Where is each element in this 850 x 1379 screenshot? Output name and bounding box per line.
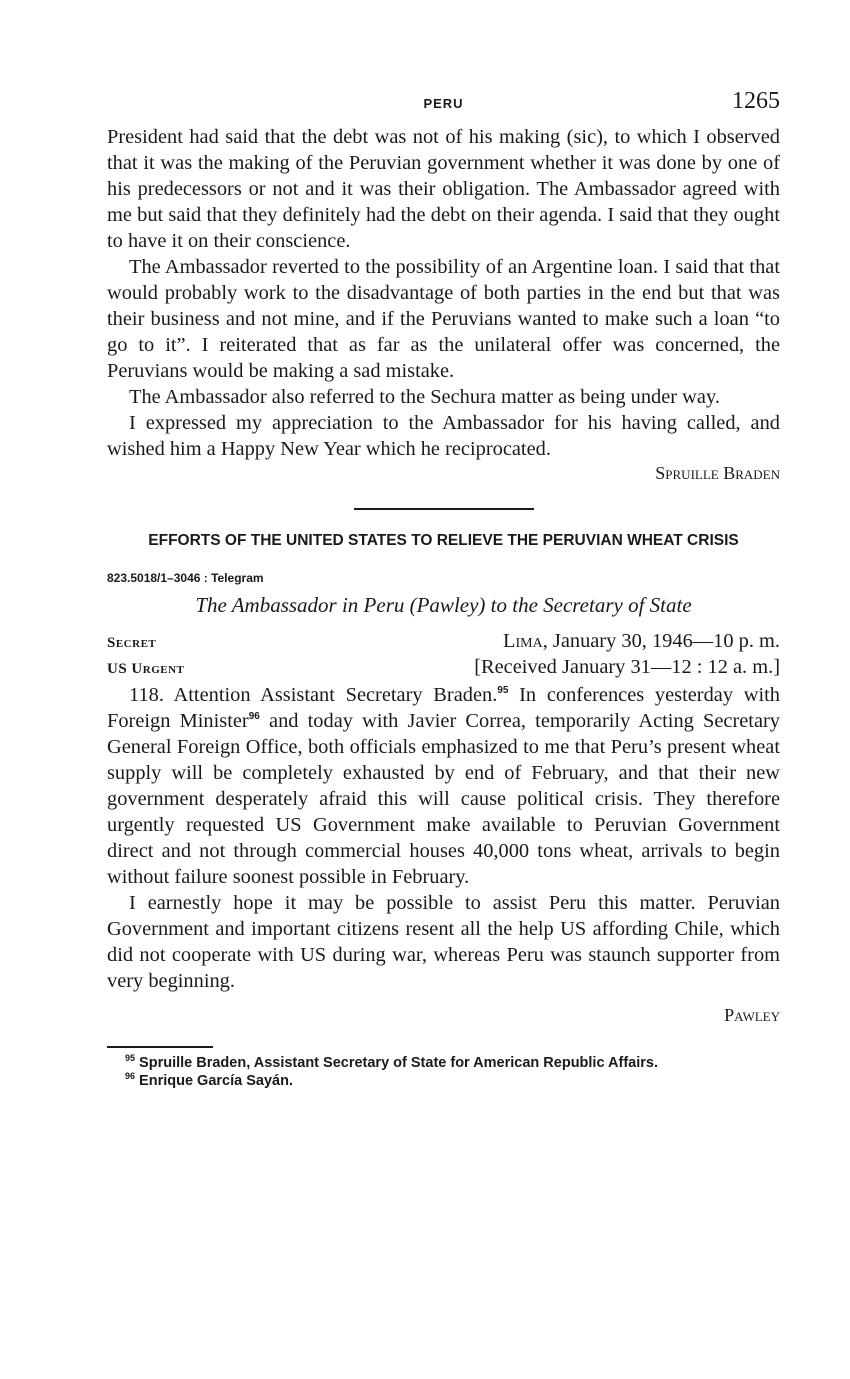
telegram-text bbox=[107, 682, 780, 1026]
paragraph: I expressed my appreciation to the Ambassador for his having called, and wished him a Happy New Year which he reciprocated. bbox=[107, 412, 780, 460]
footnote bbox=[125, 1054, 780, 1072]
paragraph-start: 118. Attention Assistant Secretary Braden. bbox=[129, 684, 498, 706]
footnote-text: Enrique García Sayán. bbox=[135, 1073, 293, 1089]
continuation-text bbox=[107, 124, 780, 484]
classification-urgent: US Urgent bbox=[107, 661, 185, 677]
footnote-ref: 95 bbox=[497, 685, 509, 697]
document-page bbox=[107, 88, 780, 1090]
footnote-divider bbox=[107, 1046, 213, 1048]
paragraph: The Ambassador also referred to the Sechura matter as being under way. bbox=[129, 386, 720, 408]
telegram-header-row bbox=[107, 630, 780, 656]
footnote bbox=[125, 1072, 780, 1090]
date-received: [Received January 31—12 : 12 a. m.] bbox=[474, 656, 780, 678]
classification-secret: Secret bbox=[107, 635, 157, 651]
footnotes bbox=[107, 1054, 780, 1090]
place-date bbox=[503, 630, 780, 653]
footnote-text: Spruille Braden, Assistant Secretary of State for American Republic Affairs. bbox=[135, 1055, 658, 1071]
footnote-number: 95 bbox=[125, 1053, 136, 1064]
signature: Pawley bbox=[724, 1005, 780, 1025]
paragraph-end: and today with Javier Correa, temporarily Acting Secretary General Foreign Office, both officials emphasized to me that Peru’s present wheat supply will be completely exhausted by end of February, and that their new government desperately afraid this will cause political crisis. They therefore urgently requested US Government make available to Peruvian Government direct and not through commercial houses 40,000 tons wheat, arrivals to begin without failure soonest possible in February. bbox=[107, 710, 780, 888]
paragraph: The Ambassador reverted to the possibility of an Argentine loan. I said that that would probably work to the disadvantage of both parties in the end but that was their business and not mine, and if the Peruvians wanted to make such a loan “to go to it”. I reiterated that as far as the unilateral offer was concerned, the Peruvians would be making a sad mistake. bbox=[107, 256, 780, 382]
footnote-number: 96 bbox=[125, 1071, 136, 1082]
paragraph: President had said that the debt was not of his making (sic), to which I observed that it was the making of the Peruvian government whether it was done by one of his predecessors or not and it was their obligation. The Ambassador agreed with me but said that they definitely had the debt on their agenda. I said that they ought to have it on their conscience. bbox=[107, 126, 780, 252]
footnote-ref: 96 bbox=[248, 711, 260, 723]
place: Lima bbox=[503, 630, 543, 652]
section-heading: EFFORTS OF THE UNITED STATES TO RELIEVE THE PERUVIAN WHEAT CRISIS bbox=[148, 532, 739, 549]
signature: Spruille Braden bbox=[655, 463, 780, 483]
running-head bbox=[107, 88, 780, 124]
document-title: The Ambassador in Peru (Pawley) to the Secretary of State bbox=[195, 593, 692, 617]
telegram-header-row bbox=[107, 656, 780, 682]
date-sent: , January 30, 1946—10 p. m. bbox=[542, 630, 780, 652]
page-number: 1265 bbox=[732, 88, 780, 114]
running-title: PERU bbox=[423, 96, 464, 111]
section-divider bbox=[354, 508, 534, 510]
paragraph: I earnestly hope it may be possible to assist Peru this matter. Peruvian Government and important citizens resent all the help US affording Chile, which did not cooperate with US during war, whereas Peru was staunch supporter from very beginning. bbox=[107, 892, 780, 992]
paragraph-mid: In conferences yesterday with Foreign Minister bbox=[107, 684, 780, 732]
paragraph bbox=[107, 682, 780, 890]
document-reference: 823.5018/1–3046 : Telegram bbox=[107, 571, 264, 585]
